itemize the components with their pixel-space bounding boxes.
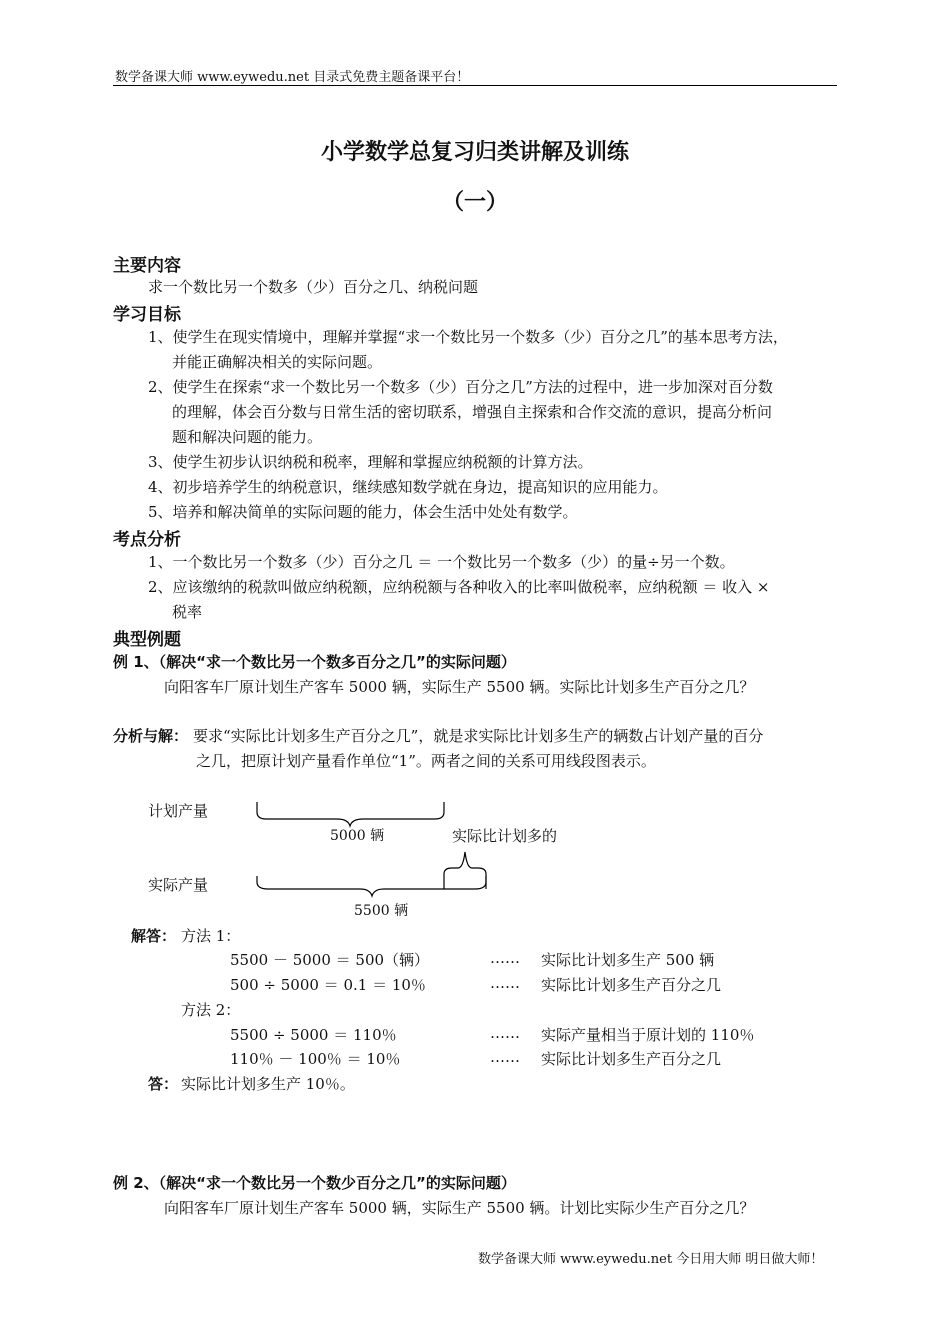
objective-1-line-2: 并能正确解决相关的实际问题。 bbox=[172, 353, 383, 371]
method-1-step-2-expr: 500 ÷ 5000 ＝ 0.1 ＝ 10％ bbox=[230, 976, 426, 994]
plan-label: 计划产量 bbox=[148, 802, 209, 820]
objective-2-line-3: 题和解决问题的能力。 bbox=[172, 428, 323, 446]
method-1-step-1-expr: 5500 － 5000 ＝ 500（辆） bbox=[230, 951, 430, 969]
extra-label: 实际比计划多的 bbox=[452, 827, 558, 845]
method-2-step-2-dots: …… bbox=[490, 1048, 520, 1066]
analysis-item-2-line-1: 2、应该缴纳的税款叫做应纳税额，应纳税额与各种收入的比率叫做税率，应纳税额 ＝ 收入 × bbox=[148, 578, 770, 596]
method-2-step-1-dots: …… bbox=[490, 1024, 520, 1042]
example-2-problem: 向阳客车厂原计划生产客车 5000 辆，实际生产 5500 辆。计划比实际少生产百分之几？ bbox=[164, 1199, 755, 1217]
method-2-step-1-expr: 5500 ÷ 5000 ＝ 110％ bbox=[230, 1026, 397, 1044]
example-1-analysis-line-2: 之几，把原计划产量看作单位“1”。两者之间的关系可用线段图表示。 bbox=[196, 752, 656, 770]
actual-brace bbox=[257, 876, 486, 896]
main-content-text: 求一个数比另一个数多（少）百分之几、纳税问题 bbox=[148, 278, 479, 296]
analysis-item-1: 1、一个数比另一个数多（少）百分之几 ＝ 一个数比另一个数多（少）的量÷另一个数。 bbox=[148, 553, 735, 571]
objective-2-line-1: 2、使学生在探索“求一个数比另一个数多（少）百分之几”方法的过程中，进一步加深对百分数 bbox=[148, 378, 773, 396]
answer-label: 解答： bbox=[131, 927, 177, 945]
page-footer: 数学备课大师 www.eywedu.net 今日用大师 明日做大师！ bbox=[478, 1252, 824, 1267]
method-2-step-2-expr: 110％ － 100％ ＝ 10％ bbox=[230, 1050, 401, 1068]
page-header: 数学备课大师 www.eywedu.net 目录式免费主题备课平台！ bbox=[115, 70, 470, 85]
example-2-title: 例 2、（解决“求一个数比另一个数少百分之几”的实际问题） bbox=[113, 1174, 516, 1192]
method-2-label: 方法 2： bbox=[181, 1001, 241, 1019]
plan-brace bbox=[257, 802, 444, 826]
method-1-step-1-note: 实际比计划多生产 500 辆 bbox=[541, 951, 715, 969]
document-title: 小学数学总复习归类讲解及训练 bbox=[320, 140, 629, 165]
final-answer-text: 实际比计划多生产 10％。 bbox=[181, 1075, 355, 1093]
objective-2-line-2: 的理解，体会百分数与日常生活的密切联系，增强自主探索和合作交流的意识，提高分析问 bbox=[172, 403, 773, 421]
example-1-analysis-label: 分析与解： bbox=[113, 727, 189, 745]
plan-value: 5000 辆 bbox=[330, 828, 385, 844]
method-2-step-1-note: 实际产量相当于原计划的 110％ bbox=[541, 1026, 755, 1044]
actual-value: 5500 辆 bbox=[354, 903, 409, 919]
extra-brace bbox=[444, 852, 486, 889]
objective-1-line-1: 1、使学生在现实情境中，理解并掌握“求一个数比另一个数多（少）百分之几”的基本思考方法， bbox=[148, 328, 788, 346]
examples-heading: 典型例题 bbox=[113, 630, 181, 650]
objective-4: 4、初步培养学生的纳税意识，继续感知数学就在身边，提高知识的应用能力。 bbox=[148, 478, 668, 496]
objectives-heading: 学习目标 bbox=[113, 305, 181, 325]
example-1-analysis-line-1: 要求“实际比计划多生产百分之几”，就是求实际比计划多生产的辆数占计划产量的百分 bbox=[193, 727, 764, 745]
analysis-heading: 考点分析 bbox=[113, 530, 181, 550]
method-2-step-2-note: 实际比计划多生产百分之几 bbox=[541, 1050, 722, 1068]
method-1-label: 方法 1： bbox=[181, 927, 241, 945]
example-1-title: 例 1、（解决“求一个数比另一个数多百分之几”的实际问题） bbox=[113, 653, 516, 671]
final-answer-label: 答： bbox=[148, 1075, 179, 1093]
document-subtitle: （一） bbox=[441, 190, 508, 215]
main-content-heading: 主要内容 bbox=[113, 256, 181, 276]
method-1-step-2-note: 实际比计划多生产百分之几 bbox=[541, 976, 722, 994]
actual-label: 实际产量 bbox=[148, 876, 209, 894]
method-1-step-1-dots: …… bbox=[490, 949, 520, 967]
objective-5: 5、培养和解决简单的实际问题的能力，体会生活中处处有数学。 bbox=[148, 503, 578, 521]
objective-3: 3、使学生初步认识纳税和税率，理解和掌握应纳税额的计算方法。 bbox=[148, 453, 593, 471]
analysis-item-2-line-2: 税率 bbox=[172, 603, 203, 621]
method-1-step-2-dots: …… bbox=[490, 974, 520, 992]
example-1-problem: 向阳客车厂原计划生产客车 5000 辆，实际生产 5500 辆。实际比计划多生产百分之几？ bbox=[164, 678, 755, 696]
